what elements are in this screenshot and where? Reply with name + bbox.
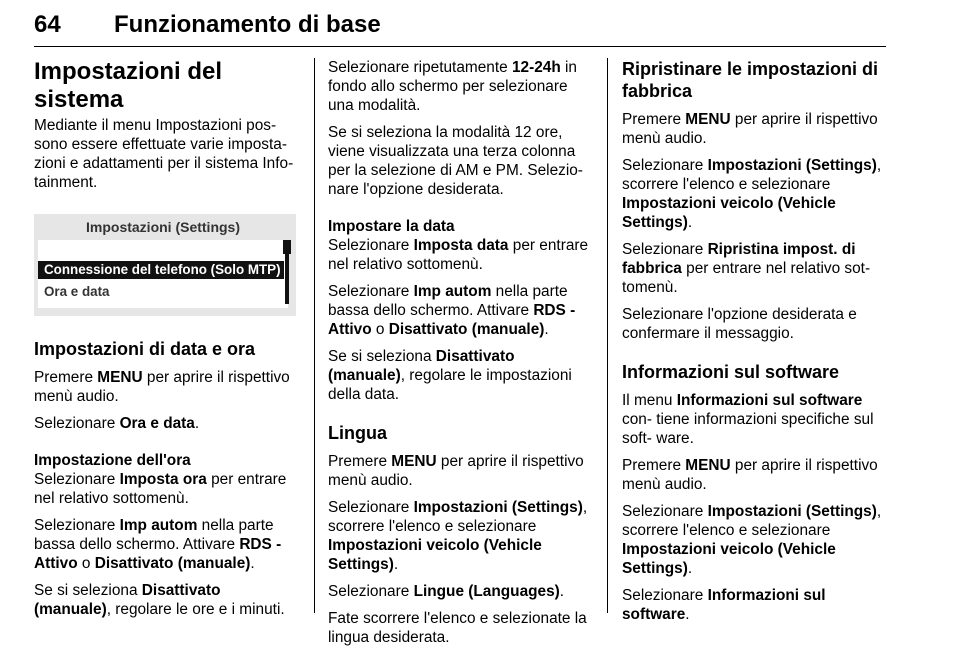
page-title: Funzionamento di base <box>114 11 381 38</box>
page-number: 64 <box>34 11 61 38</box>
paragraph: Selezionare Ripristina impost. di fabbrica per entrare nel relativo sot- tomenù. <box>622 241 871 296</box>
paragraph: Selezionare Imposta ora per entrare nel relativo sottomenù. <box>34 471 287 507</box>
scrollbar-track <box>285 242 289 304</box>
section-heading: Impostazioni del sistema <box>34 58 223 113</box>
paragraph: Selezionare Lingue (Languages). <box>328 583 565 600</box>
column-divider <box>607 58 608 613</box>
sub-heading: Impostare la data <box>328 218 455 235</box>
paragraph: Se si seleziona Disattivato (manuale), regolare le impostazioni della data. <box>328 348 572 403</box>
column-3 <box>622 58 886 632</box>
paragraph: Mediante il menu Impostazioni pos- sono essere effettuate varie imposta- zioni e adattamenti per il sistema Info- tainment. <box>34 117 294 191</box>
paragraph: Fate scorrere l'elenco e selezionate la lingua desiderata. <box>328 610 587 646</box>
screen-selected-item: Connessione del telefono (Solo MTP) <box>38 261 284 279</box>
paragraph: Selezionare Impostazioni (Settings), scorrere l'elenco e selezionare Impostazioni veicolo (Vehicle Settings). <box>622 503 882 577</box>
paragraph: Premere MENU per aprire il rispettivo menù audio. <box>622 457 878 493</box>
paragraph: Selezionare Impostazioni (Settings), scorrere l'elenco e selezionare Impostazioni veicolo (Vehicle Settings). <box>622 157 882 231</box>
header-divider <box>34 46 886 47</box>
paragraph: Premere MENU per aprire il rispettivo menù audio. <box>622 111 878 147</box>
paragraph: Selezionare Informazioni sul software. <box>622 587 826 623</box>
column-2 <box>328 58 590 655</box>
paragraph: Premere MENU per aprire il rispettivo menù audio. <box>34 369 290 405</box>
paragraph: Selezionare ripetutamente 12-24h in fondo allo schermo per selezionare una modalità. <box>328 59 577 114</box>
paragraph: Se si seleziona la modalità 12 ore, viene visualizzata una terza colonna per la selezione di AM e PM. Selezio- nare l'opzione desiderata. <box>328 124 583 198</box>
paragraph: Selezionare l'opzione desiderata e confermare il messaggio. <box>622 306 857 342</box>
paragraph: Selezionare Ora e data. <box>34 415 200 432</box>
paragraph: Premere MENU per aprire il rispettivo menù audio. <box>328 453 584 489</box>
settings-screen-illustration <box>34 214 296 316</box>
page-header <box>34 6 886 46</box>
section-heading: Lingua <box>328 423 387 443</box>
paragraph: Selezionare Imposta data per entrare nel relativo sottomenù. <box>328 237 589 273</box>
section-heading: Impostazioni di data e ora <box>34 339 256 359</box>
paragraph: Il menu Informazioni sul software con- tiene informazioni specifiche sul soft- ware. <box>622 392 874 447</box>
paragraph: Selezionare Imp autom nella parte bassa dello schermo. Attivare RDS - Attivo o Disattivato (manuale). <box>34 517 282 572</box>
sub-heading: Impostazione dell'ora <box>34 452 191 469</box>
column-divider <box>314 58 315 613</box>
screen-title: Impostazioni (Settings) <box>86 219 240 235</box>
screen-menu-item: Ora e data <box>44 284 110 299</box>
paragraph: Selezionare Impostazioni (Settings), scorrere l'elenco e selezionare Impostazioni veicolo (Vehicle Settings). <box>328 499 588 573</box>
section-heading: Ripristinare le impostazioni di fabbrica <box>622 59 879 101</box>
paragraph: Se si seleziona Disattivato (manuale), regolare le ore e i minuti. <box>34 582 285 618</box>
section-heading: Informazioni sul software <box>622 362 840 382</box>
column-1 <box>34 58 296 627</box>
paragraph: Selezionare Imp autom nella parte bassa dello schermo. Attivare RDS - Attivo o Disattivato (manuale). <box>328 283 576 338</box>
